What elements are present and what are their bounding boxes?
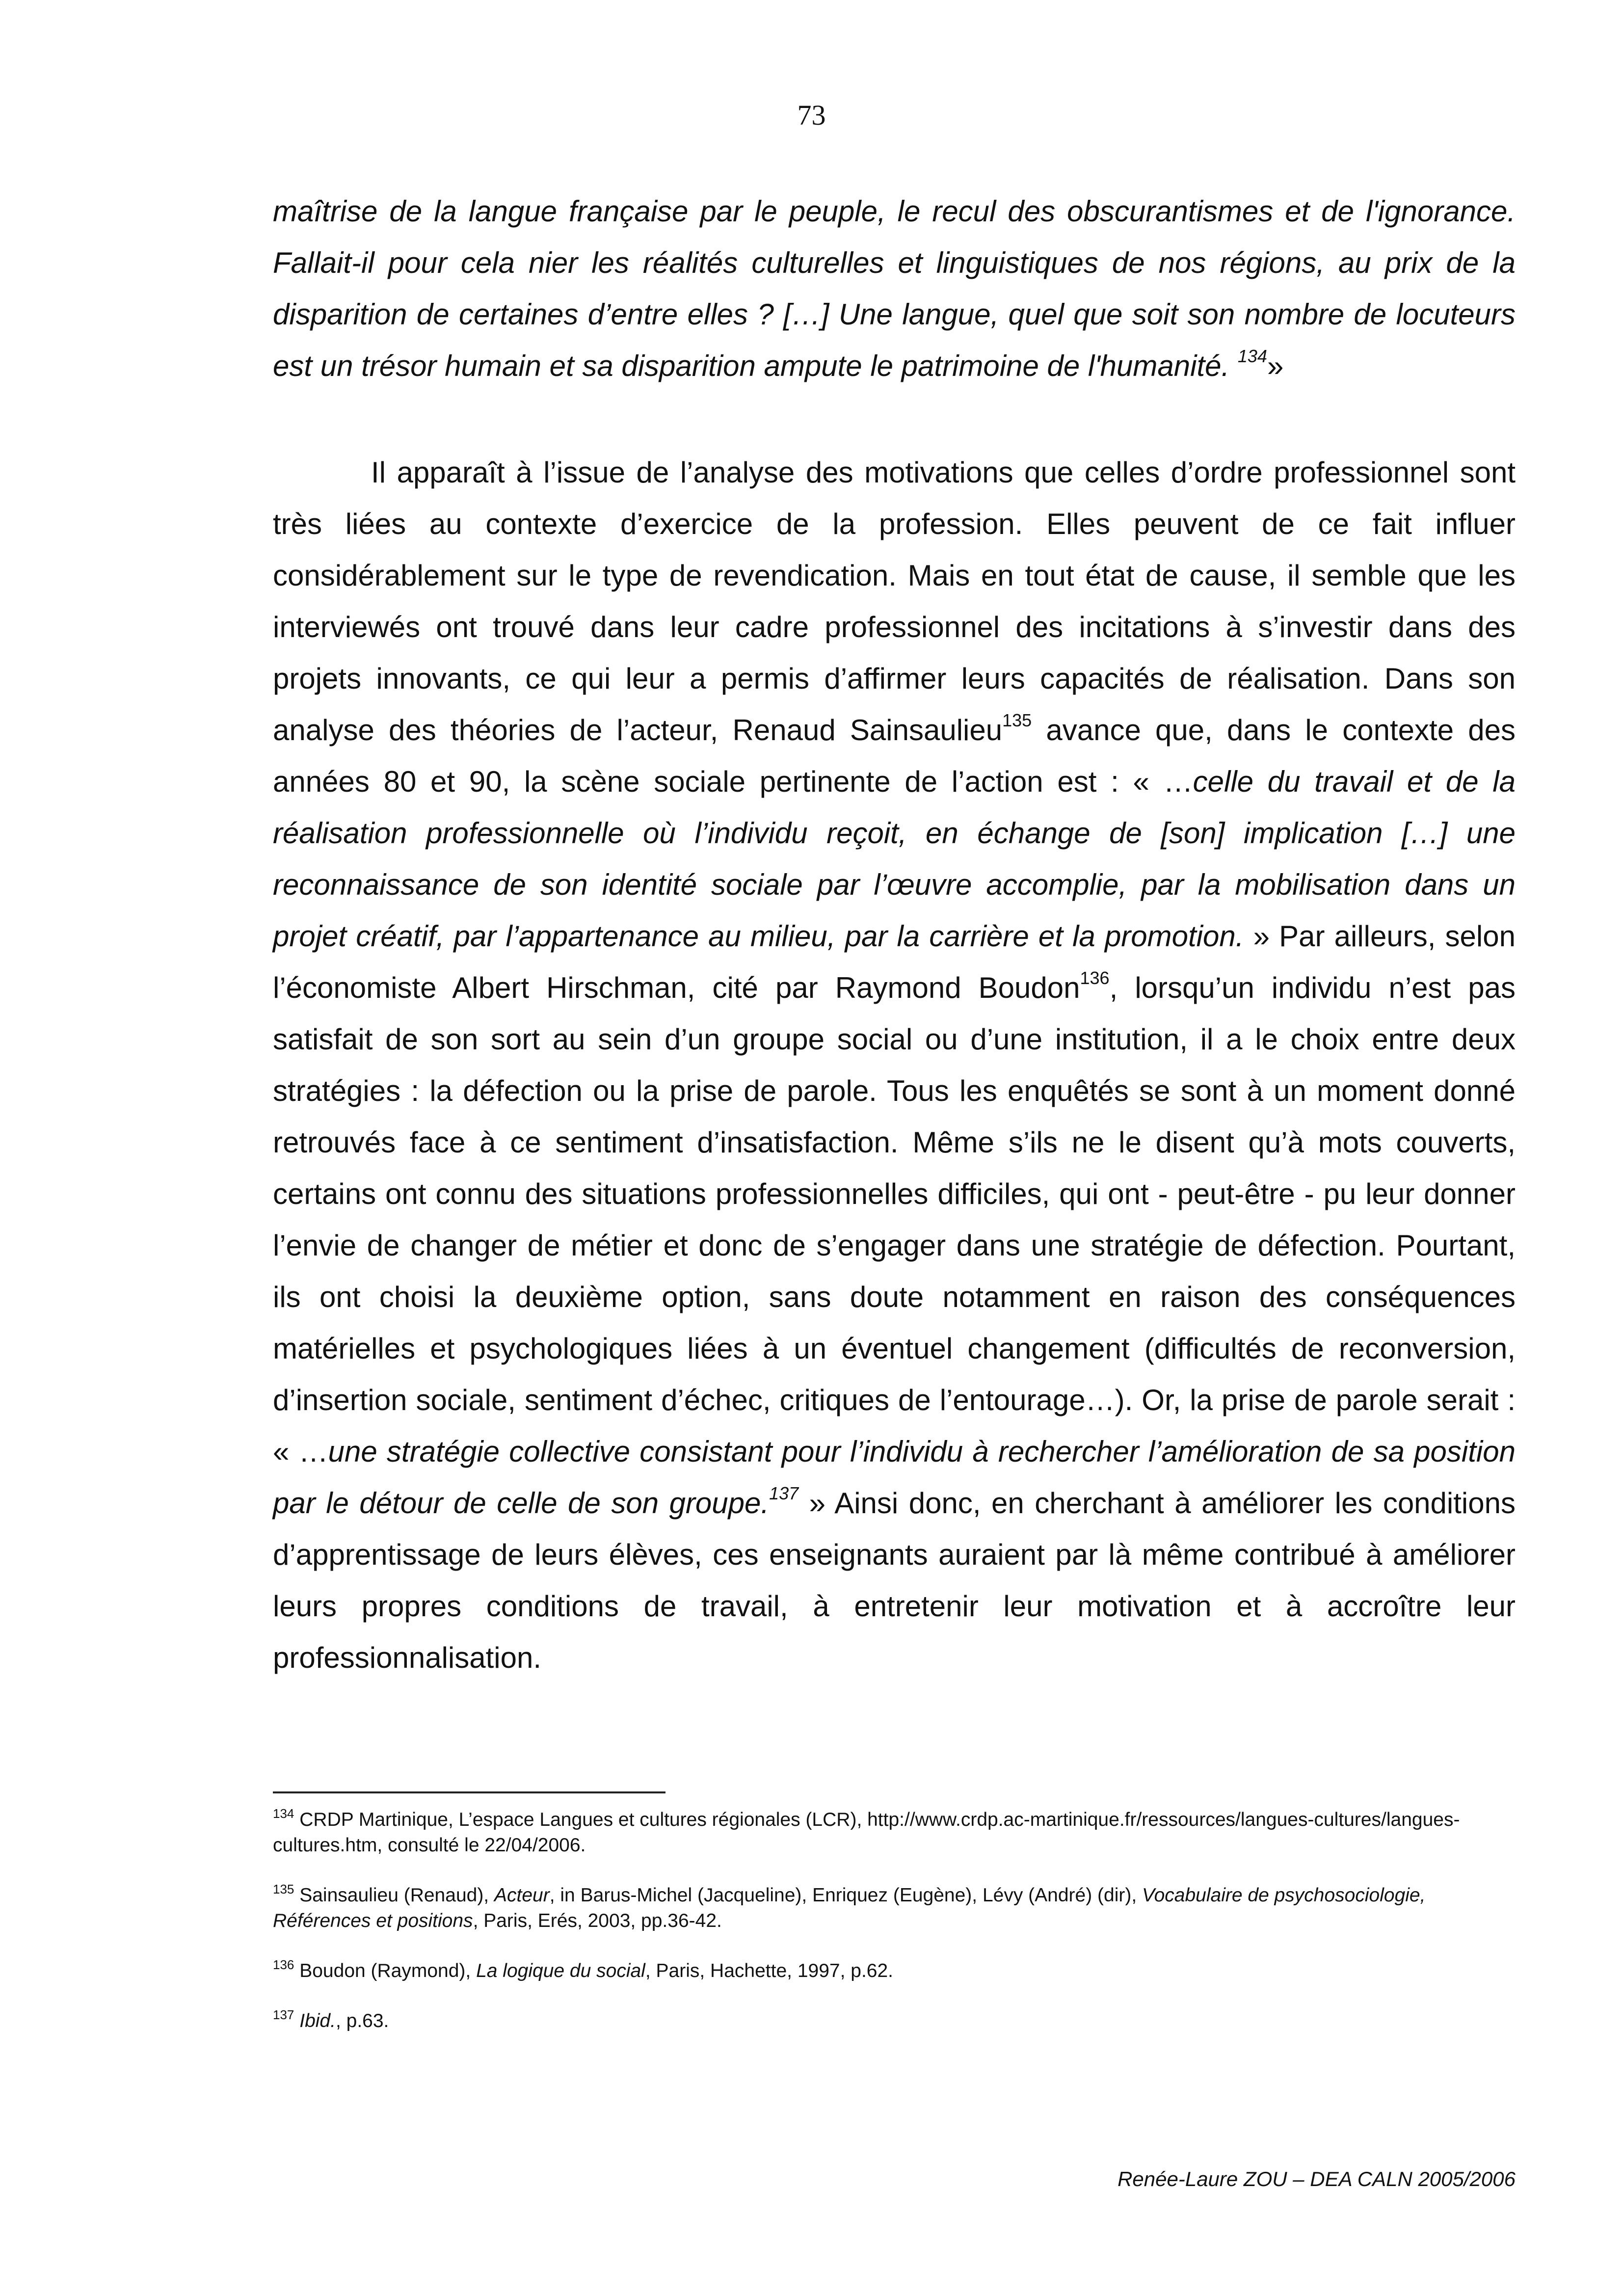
text-run: maîtrise de la langue française par le peuple, le recul des obscurantismes et de l'ignorance. Fallait-il pour cela nier les réalités culturelles et linguistiques de nos régions, au prix de la disparition de certaines d’entre elles ? […] Une langue, quel que soit son nombre de locuteurs est un trésor humain et sa disparition ampute le patrimoine de l'humanité. — [273, 195, 1516, 382]
text-run: » Par ailleurs, selon l’économiste Albert Hirschman, cité par Raymond Boudon — [273, 920, 1516, 1004]
footnote-separator — [273, 1791, 665, 1793]
footnote-ref[interactable]: 137 — [769, 1483, 799, 1503]
footnote-ref[interactable]: 135 — [1002, 710, 1032, 730]
text-run: avance que, dans le contexte des années 80 et 90, la scène sociale pertinente de l’action est : « … — [273, 714, 1516, 798]
text-run: , p.63. — [335, 2010, 389, 2031]
text-run: » Ainsi donc, en cherchant à améliorer les conditions d’apprentissage de leurs élèves, ces enseignants auraient par là même contribué à améliorer leurs propres conditions de travail, à entretenir leur motivation et à accroître leur professionnalisation. — [273, 1487, 1516, 1674]
text-run: celle du travail et de la réalisation professionnelle où l’individu reçoit, en échange de [son] implication […] une reconnaissance de son identité sociale par l’œuvre accomplie, par la mobilisation dans un projet créatif, par l’appartenance au milieu, par la carrière et la promotion. — [273, 765, 1516, 953]
text-run: , in Barus-Michel (Jacqueline), Enriquez (Eugène), Lévy (André) (dir), — [549, 1885, 1143, 1906]
footnote-135 — [273, 1883, 1516, 1934]
text-run: Vocabulaire de psychosociologie, Références et positions — [273, 1885, 1426, 1931]
text-run: Ibid. — [299, 2010, 336, 2031]
text-run: Boudon (Raymond), — [299, 1960, 477, 1981]
text-run: Sainsaulieu (Renaud), — [299, 1885, 494, 1906]
quote-block — [273, 186, 1516, 392]
text-run: , Paris, Hachette, 1997, p.62. — [645, 1960, 893, 1981]
footnote-ref[interactable]: 136 — [1080, 968, 1110, 988]
page-footer: Renée-Laure ZOU – DEA CALN 2005/2006 — [1117, 2167, 1516, 2190]
text-run: CRDP Martinique, L’espace Langues et cultures régionales (LCR), http://www.crdp.ac-martinique.fr/ressources/langues-cultures/langues-cultures.htm, consulté le 22/04/2006. — [273, 1809, 1460, 1856]
text-run: , lorsqu’un individu n’est pas satisfait de son sort au sein d’un groupe social ou d’une institution, il a le choix entre deux stratégies : la défection ou la prise de parole. Tous les enquêtés se sont à un moment donné retrouvés face à ce sentiment d’insatisfaction. Même s’ils ne le disent qu’à mots couverts, certains ont connu des situations professionnelles difficiles, qui ont - peut-être - pu leur donner l’envie de changer de métier et donc de s’engager dans une stratégie de défection. Pourtant, ils ont choisi la deuxième option, sans doute notamment en raison des conséquences matérielles et psychologiques liées à un éventuel changement (difficultés de reconversion, d’insertion sociale, sentiment d’échec, critiques de l’entourage…). Or, la prise de parole serait : « … — [273, 971, 1516, 1468]
text-run: Acteur — [494, 1885, 550, 1906]
text-run: , Paris, Erés, 2003, pp.36-42. — [473, 1910, 722, 1931]
footnote-136 — [273, 1958, 1516, 1984]
text-run: La logique du social — [476, 1960, 645, 1981]
footnote-ref[interactable]: 134 — [1237, 346, 1267, 366]
text-run: » — [1267, 349, 1284, 382]
footnote-number: 136 — [273, 1957, 294, 1972]
footnote-number: 135 — [273, 1882, 294, 1896]
page-number: 73 — [797, 99, 826, 131]
footnote-number: 134 — [273, 1806, 294, 1821]
footnote-134 — [273, 1807, 1516, 1858]
footnotes — [273, 1807, 1516, 2058]
text-run: une stratégie collective consistant pour l’individu à rechercher l’amélioration de sa position par le détour de celle de son groupe. — [273, 1435, 1516, 1520]
text-run: Il apparaît à l’issue de l’analyse des motivations que celles d’ordre professionnel sont très liées au contexte d’exercice de la profession. Elles peuvent de ce fait influer considérablement sur le type de revendication. Mais en tout état de cause, il semble que les interviewés ont trouvé dans leur cadre professionnel des incitations à s’investir dans des projets innovants, ce qui leur a permis d’affirmer leurs capacités de réalisation. Dans son analyse des théories de l’acteur, Renaud Sainsaulieu — [273, 456, 1516, 747]
body-paragraph — [273, 447, 1516, 1683]
footnote-number: 137 — [273, 2007, 294, 2022]
footnote-137 — [273, 2008, 1516, 2034]
